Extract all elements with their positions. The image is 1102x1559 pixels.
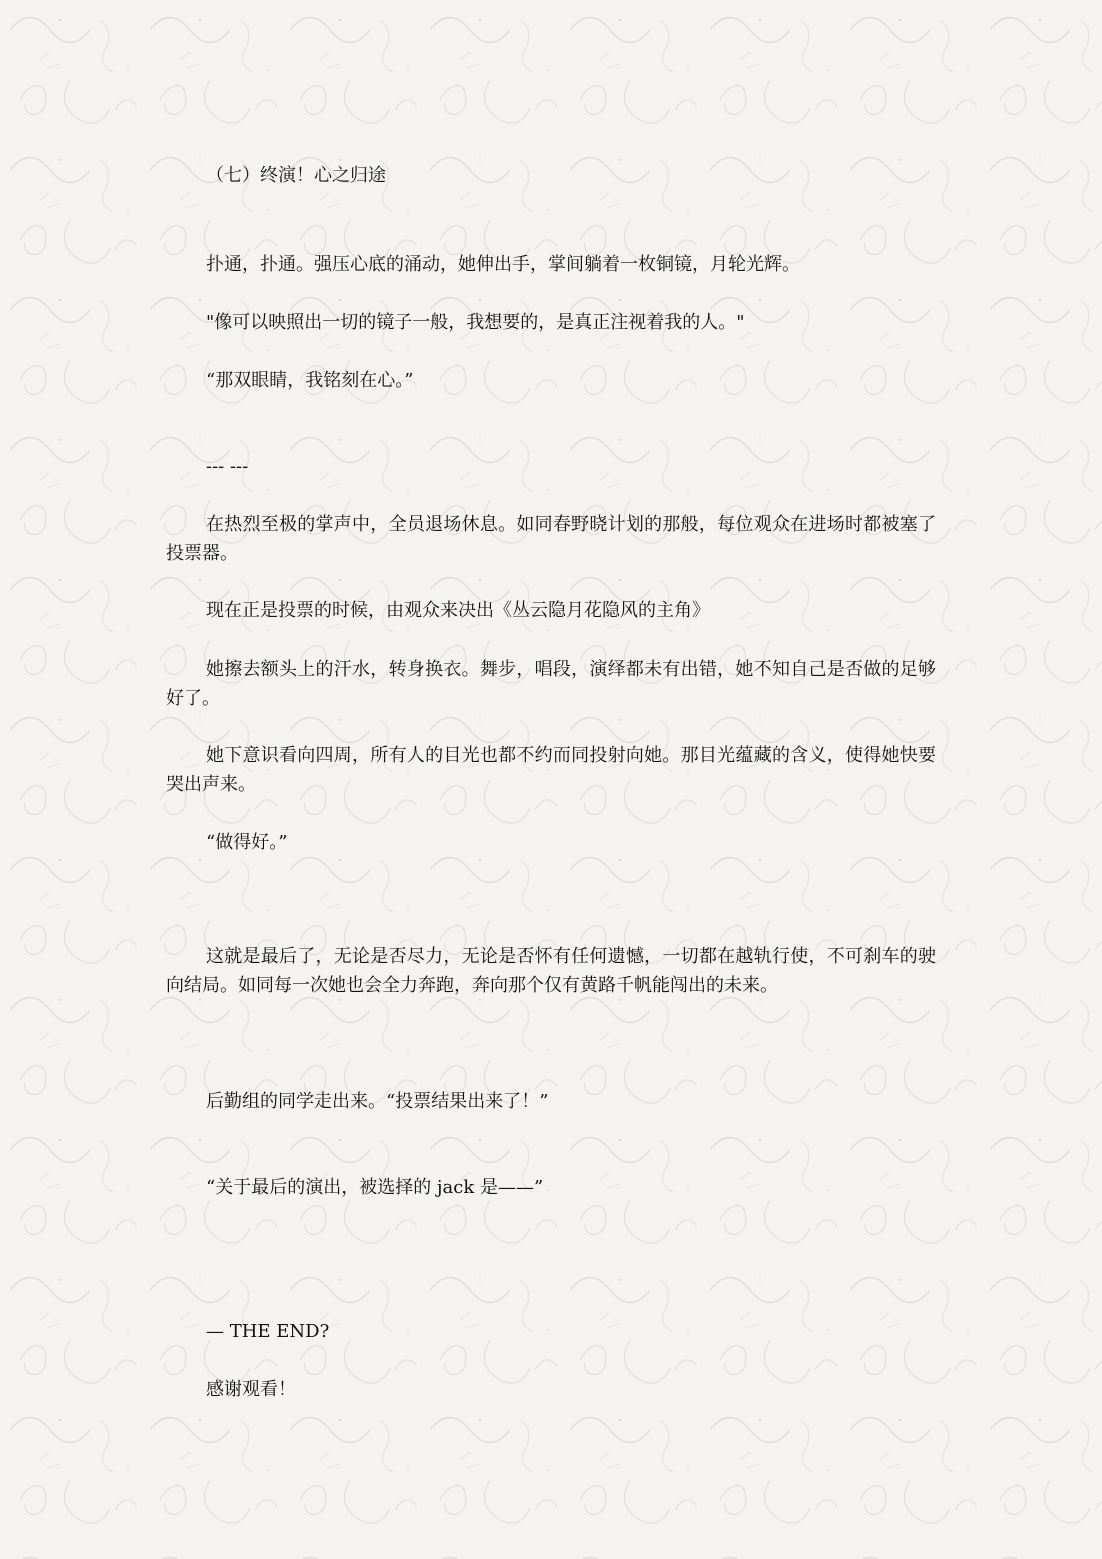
the-end-line: — THE END?: [206, 1321, 330, 1342]
paragraph: 在热烈至极的掌声中，全员退场休息。如同春野晓计划的那般，每位观众在进场时都被塞了投票器。: [166, 514, 936, 564]
section-divider: --- ---: [206, 456, 249, 477]
paragraph: “那双眼睛，我铭刻在心。”: [206, 370, 414, 391]
thanks-line: 感谢观看！: [206, 1379, 296, 1400]
paragraph: 后勤组的同学走出来。“投票结果出来了！”: [206, 1091, 549, 1112]
paragraph: “关于最后的演出，被选择的 jack 是——”: [206, 1177, 544, 1198]
paragraph: “做得好。”: [206, 832, 288, 853]
paragraph: 这就是最后了，无论是否尽力，无论是否怀有任何遗憾，一切都在越轨行使，不可刹车的驶向结局。如同每一次她也会全力奔跑，奔向那个仅有黄路千帆能闯出的未来。: [166, 946, 936, 996]
paragraph: 扑通，扑通。强压心底的涌动，她伸出手，掌间躺着一枚铜镜，月轮光辉。: [206, 254, 800, 275]
paragraph: "像可以映照出一切的镜子一般，我想要的，是真正注视着我的人。": [206, 312, 745, 333]
paragraph: 她擦去额头上的汗水，转身换衣。舞步，唱段，演绎都未有出错，她不知自己是否做的足够好了。: [166, 659, 936, 709]
paragraph: 现在正是投票的时候，由观众来决出《丛云隐月花隐风的主角》: [206, 600, 710, 621]
paragraph: 她下意识看向四周，所有人的目光也都不约而同投射向她。那目光蕴藏的含义，使得她快要哭出声来。: [166, 745, 936, 795]
chapter-title: （七）终演！心之归途: [206, 165, 386, 186]
